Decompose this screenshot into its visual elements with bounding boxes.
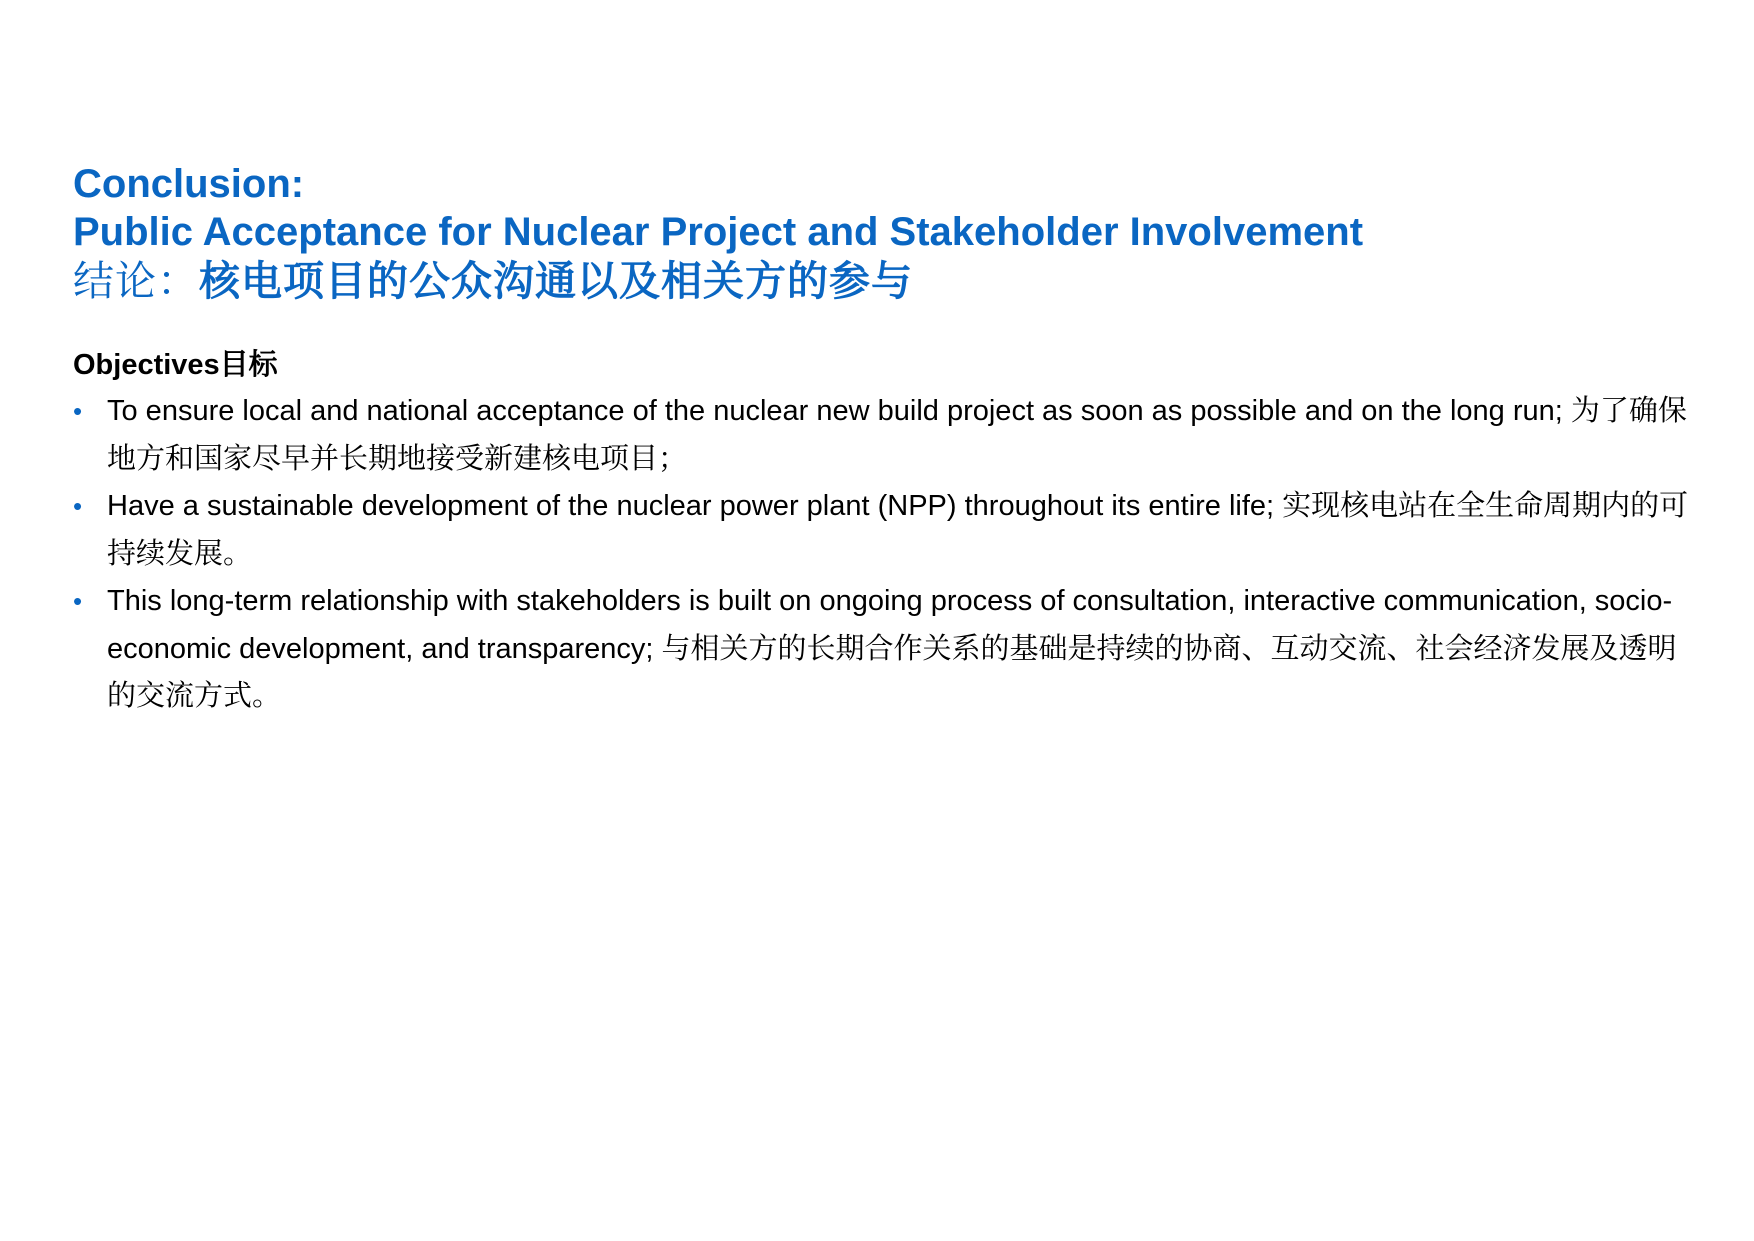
title-chinese-prefix: 结论：	[73, 258, 199, 304]
list-item-text: Have a sustainable development of the nuclear power plant (NPP) throughout its entire life; 实现核电站在全生命周期内的可持续发展。	[107, 490, 1689, 570]
title-line-conclusion: Conclusion:	[73, 162, 305, 206]
bullet-icon: •	[73, 396, 83, 426]
title-line-english: Public Acceptance for Nuclear Project and Stakeholder Involvement	[73, 210, 1364, 254]
list-item	[73, 578, 1693, 721]
bullet-icon: •	[73, 586, 83, 616]
list-item-text: This long-term relationship with stakeholders is built on ongoing process of consultation, interactive communication, socio-economic development, and transparency; 与相关方的长期合作关系的基础是持续的协商、互动交流、社会经济发展及透明的交流方式。	[107, 585, 1677, 712]
title-chinese-main: 核电项目的公众沟通以及相关方的参与	[199, 258, 913, 304]
objectives-list	[73, 388, 1693, 721]
slide-title	[73, 160, 1673, 306]
objectives-heading: Objectives目标	[73, 349, 278, 381]
list-item	[73, 483, 1693, 578]
title-line-chinese	[73, 256, 1673, 306]
list-item-text: To ensure local and national acceptance of the nuclear new build project as soon as possible and on the long run; 为了确保地方和国家尽早并长期地接受新建核电项目；	[107, 395, 1687, 475]
objectives-section	[73, 344, 1693, 721]
list-item	[73, 388, 1693, 483]
bullet-icon: •	[73, 491, 83, 521]
